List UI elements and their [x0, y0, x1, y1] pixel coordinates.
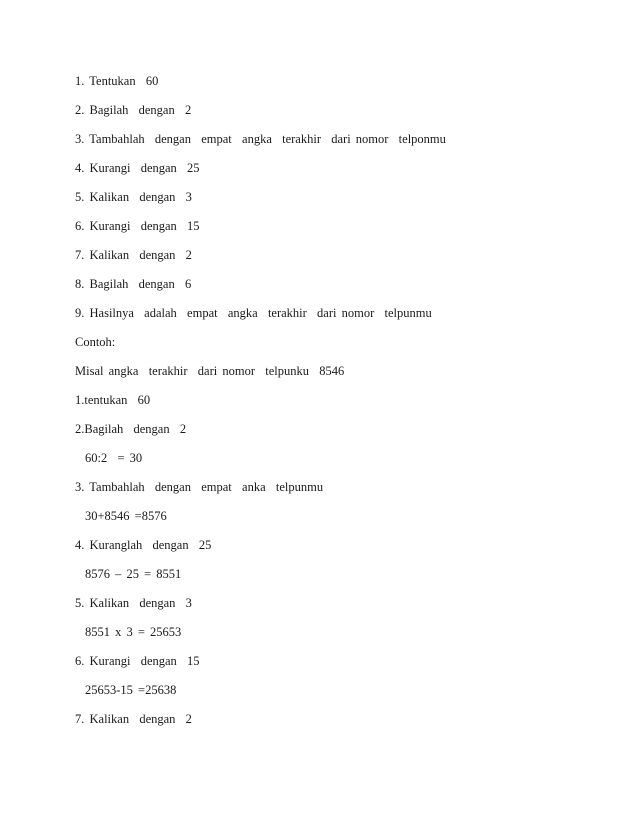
- calculation-line: 30+8546 =8576: [85, 509, 167, 523]
- calculation-line: 8551 x 3 = 25653: [85, 625, 182, 639]
- text-line: 4. Kuranglah dengan 25: [75, 538, 212, 552]
- text-line: 2. Bagilah dengan 2: [75, 103, 192, 117]
- text-line: 4. Kurangi dengan 25: [75, 161, 200, 175]
- document-body: [75, 72, 595, 739]
- text-line: 7. Kalikan dengan 2: [75, 712, 192, 726]
- calculation-line: 60:2 = 30: [85, 451, 143, 465]
- text-line: Misal angka terakhir dari nomor telpunku 8546: [75, 364, 345, 378]
- text-line: 8. Bagilah dengan 6: [75, 277, 192, 291]
- text-line: 2.Bagilah dengan 2: [75, 422, 187, 436]
- calculation-line: 25653-15 =25638: [85, 683, 177, 697]
- text-line: 9. Hasilnya adalah empat angka terakhir dari nomor telpunmu: [75, 306, 432, 320]
- text-line: 3. Tambahlah dengan empat anka telpunmu: [75, 480, 324, 494]
- text-line: 5. Kalikan dengan 3: [75, 596, 192, 610]
- text-line: Contoh:: [75, 335, 116, 349]
- text-line: 1. Tentukan 60: [75, 74, 159, 88]
- text-line: 6. Kurangi dengan 15: [75, 654, 200, 668]
- text-line: 7. Kalikan dengan 2: [75, 248, 192, 262]
- text-line: 3. Tambahlah dengan empat angka terakhir dari nomor telponmu: [75, 132, 446, 146]
- text-line: 1.tentukan 60: [75, 393, 151, 407]
- calculation-line: 8576 – 25 = 8551: [85, 567, 182, 581]
- text-line: 5. Kalikan dengan 3: [75, 190, 192, 204]
- text-line: 6. Kurangi dengan 15: [75, 219, 200, 233]
